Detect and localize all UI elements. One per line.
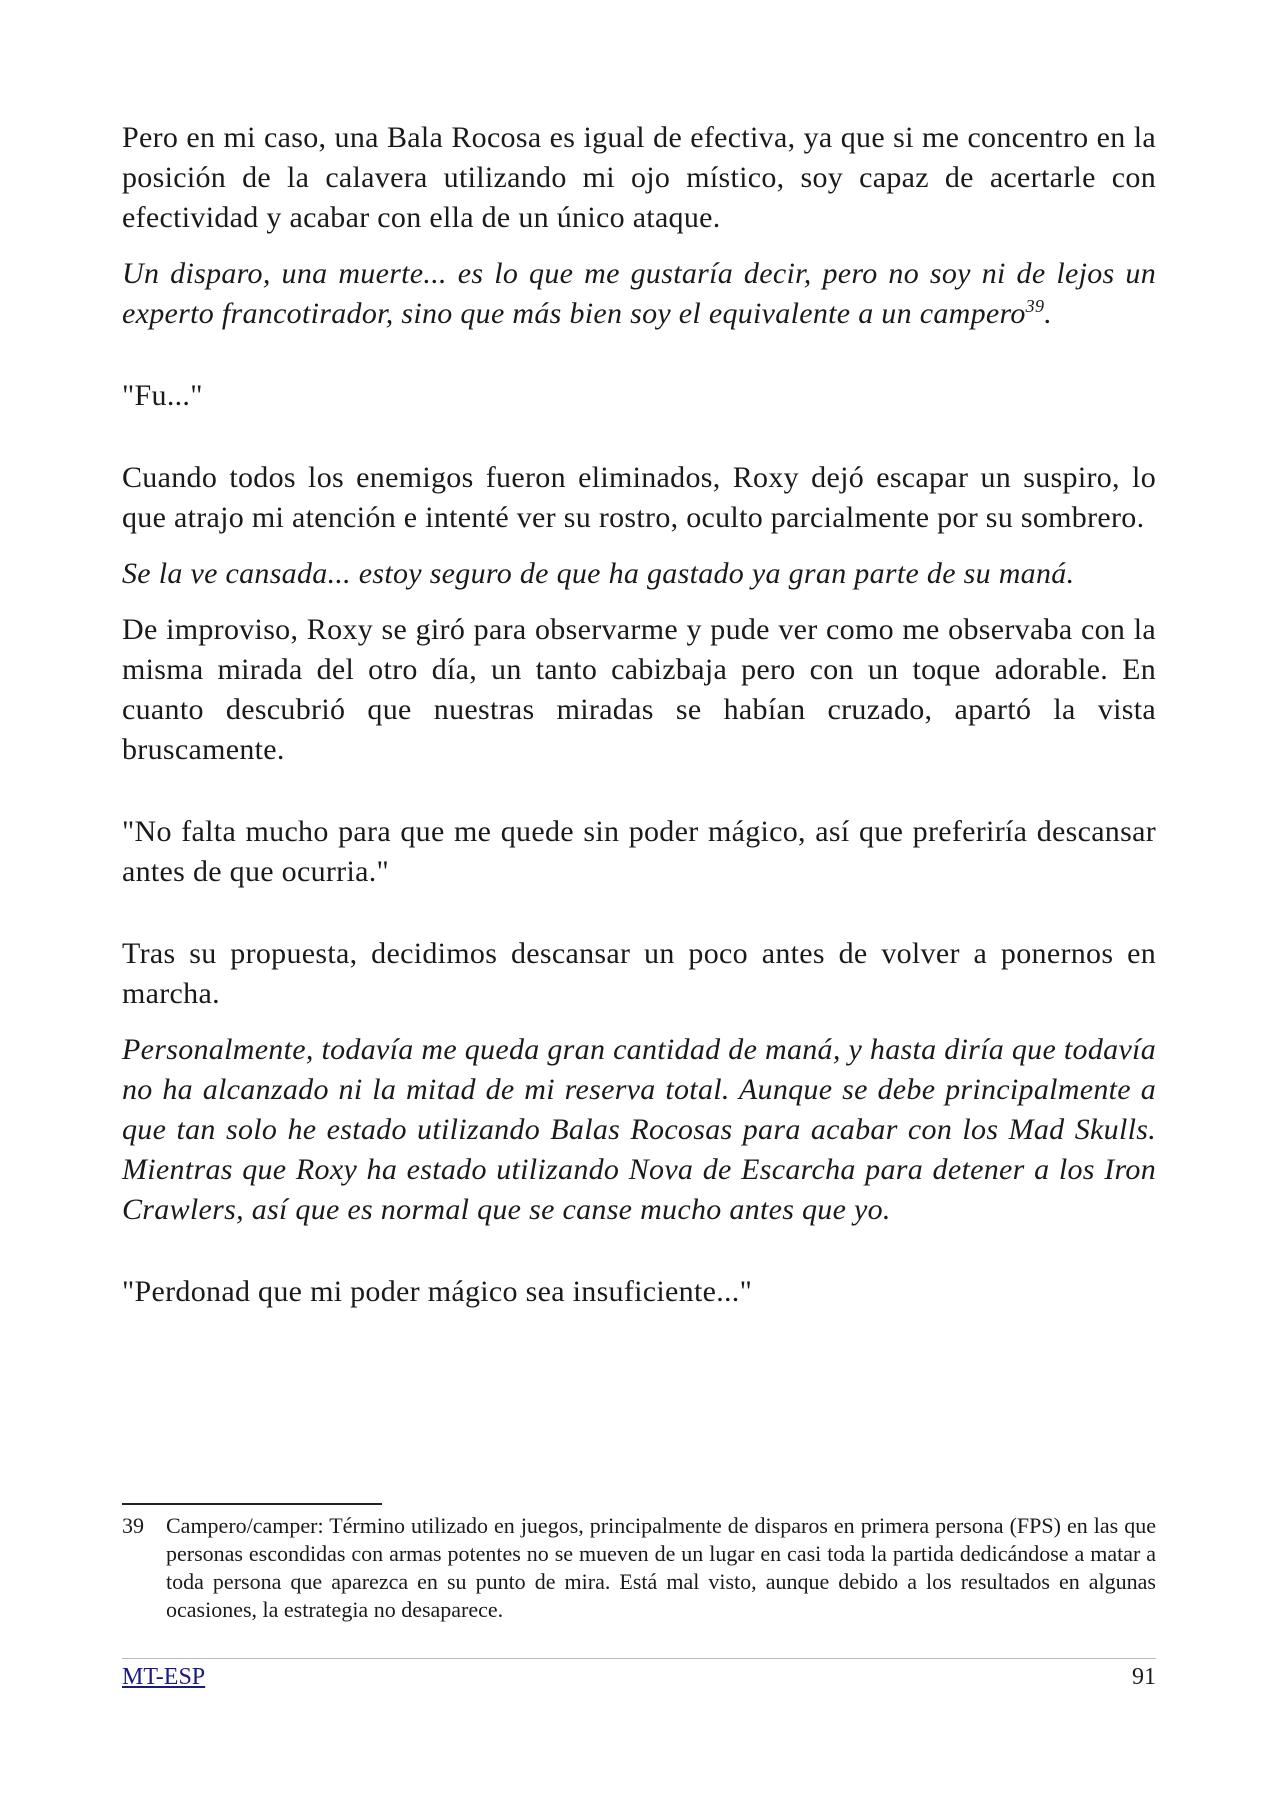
paragraph-8: Tras su propuesta, decidimos descansar un poco antes de volver a ponernos en marcha.: [122, 937, 1156, 1010]
paragraph-3-dialogue: "Fu...": [122, 379, 203, 412]
paragraph-4: Cuando todos los enemigos fueron eliminados, Roxy dejó escapar un suspiro, lo que atrajo mi atención e intenté ver su rostro, oculto parcialmente por su sombrero.: [122, 461, 1156, 534]
paragraph-5-thought: Se la ve cansada... estoy seguro de que ha gastado ya gran parte de su maná.: [122, 557, 1075, 590]
paragraph-6: De improviso, Roxy se giró para observarme y pude ver como me observaba con la misma mirada del otro día, un tanto cabizbaja pero con un toque adorable. En cuanto descubrió que nuestras miradas se habían cruzado, apartó la vista bruscamente.: [122, 613, 1156, 766]
paragraph-10-dialogue: "Perdonad que mi poder mágico sea insuficiente...": [122, 1275, 753, 1308]
paragraph-2-thought: [122, 254, 1156, 334]
footnote: [122, 1512, 1156, 1624]
footnote-number: 39: [122, 1513, 144, 1538]
paragraph-1: Pero en mi caso, una Bala Rocosa es igual de efectiva, ya que si me concentro en la posición de la calavera utilizando mi ojo místico, soy capaz de acertarle con efectividad y acabar con ella de un único ataque.: [122, 121, 1156, 234]
paragraph-2-end: .: [1044, 297, 1053, 330]
paragraph-2-text: Un disparo, una muerte... es lo que me gustaría decir, pero no soy ni de lejos un experto francotirador, sino que más bien soy el equivalente a un campero: [122, 257, 1156, 330]
page-body: [122, 118, 1156, 1312]
footnote-reference[interactable]: 39: [1025, 296, 1045, 316]
footer-divider: [122, 1658, 1156, 1659]
page-number: 91: [1132, 1664, 1156, 1690]
footnote-text: Campero/camper: Término utilizado en juegos, principalmente de disparos en primera persona (FPS) en las que personas escondidas con armas potentes no se mueven de un lugar en casi toda la partida dedicándose a matar a toda persona que aparezca en su punto de mira. Está mal visto, aunque debido a los resultados en algunas ocasiones, la estrategia no desaparece.: [166, 1513, 1156, 1622]
paragraph-7-dialogue: "No falta mucho para que me quede sin poder mágico, así que preferiría descansar antes de que ocurria.": [122, 815, 1156, 888]
footer-site-link[interactable]: MT-ESP: [122, 1664, 206, 1690]
paragraph-9-thought: Personalmente, todavía me queda gran cantidad de maná, y hasta diría que todavía no ha alcanzado ni la mitad de mi reserva total. Aunque se debe principalmente a que tan solo he estado utilizando Balas Rocosas para acabar con los Mad Skulls. Mientras que Roxy ha estado utilizando Nova de Escarcha para detener a los Iron Crawlers, así que es normal que se canse mucho antes que yo.: [122, 1033, 1156, 1226]
footnote-separator: [122, 1503, 382, 1505]
